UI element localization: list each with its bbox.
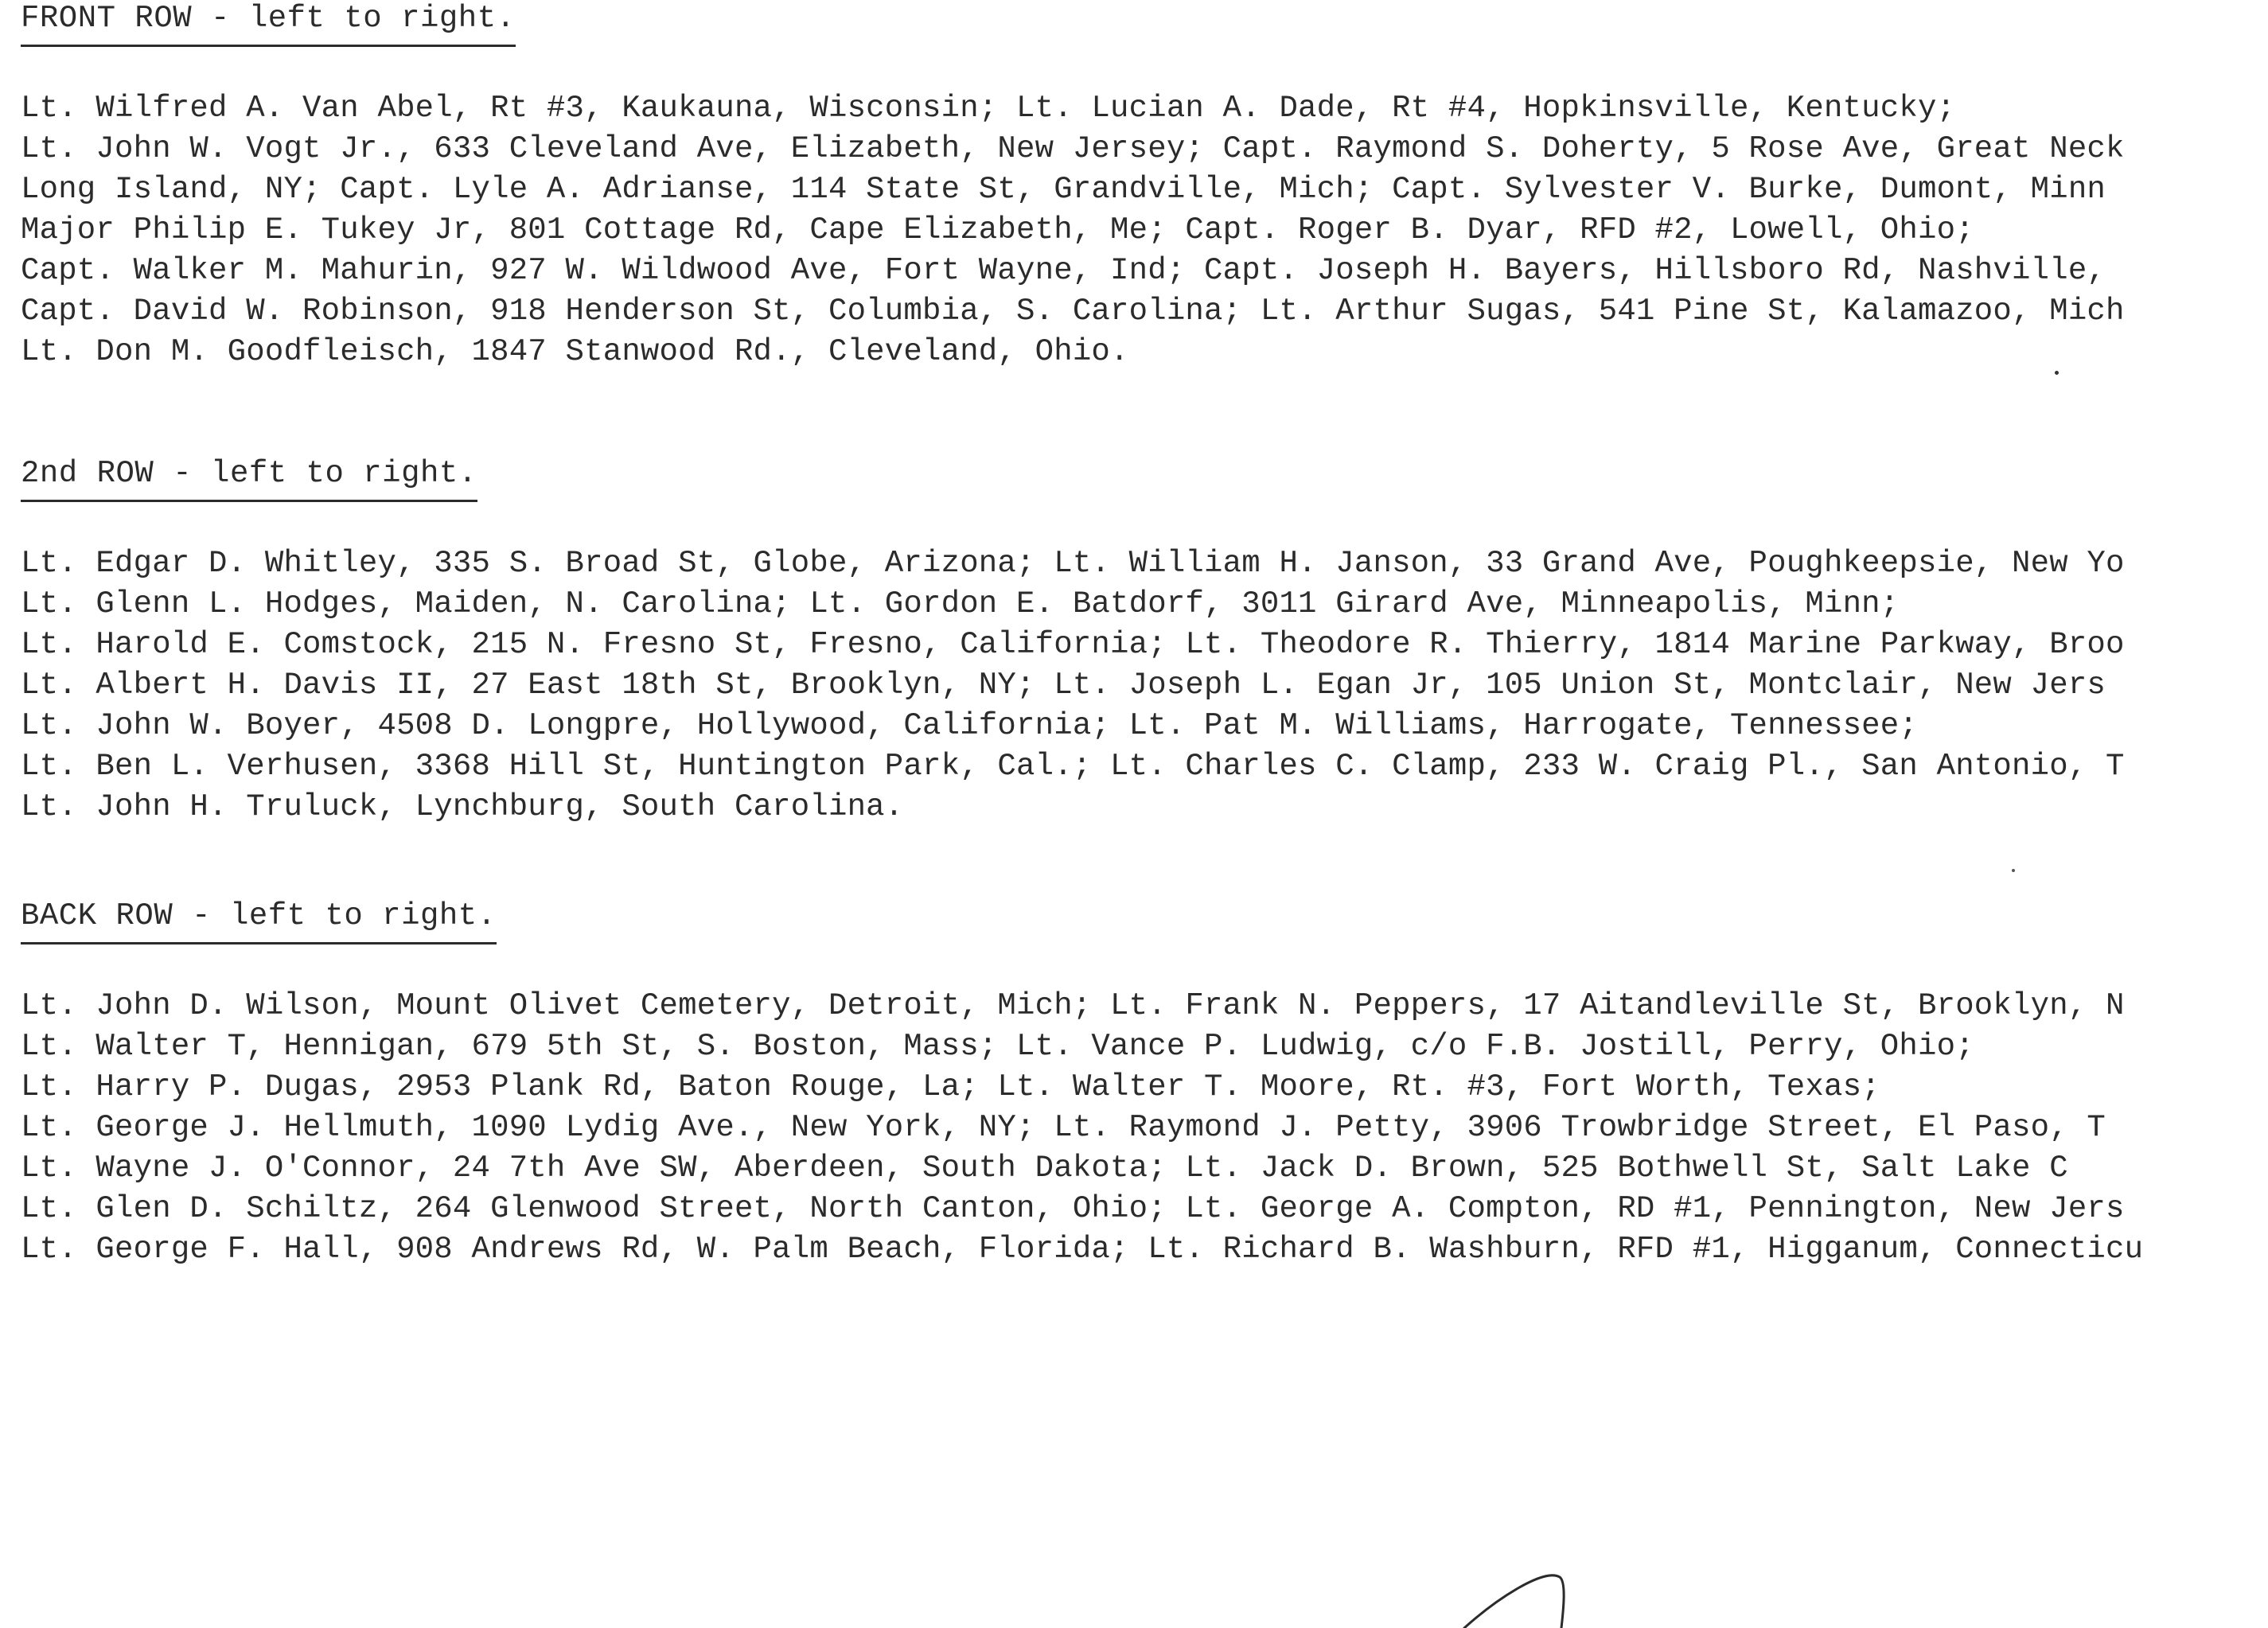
section-lines	[21, 543, 2268, 828]
ink-speck	[2012, 869, 2015, 872]
text-line: Lt. John W. Vogt Jr., 633 Cleveland Ave, Elizabeth, New Jersey; Capt. Raymond S. Doherty, 5 Rose Ave, Great Neck	[21, 131, 2125, 166]
text-line: Lt. Glenn L. Hodges, Maiden, N. Carolina; Lt. Gordon E. Batdorf, 3011 Girard Ave, Minneapolis, Minn;	[21, 586, 1900, 621]
pen-stroke-mark	[1432, 1560, 1592, 1628]
text-line: Long Island, NY; Capt. Lyle A. Adrianse, 114 State St, Grandville, Mich; Capt. Sylvester V. Burke, Dumont, Minn	[21, 172, 2106, 207]
front-row-section	[21, 0, 2268, 372]
text-line: Lt. John W. Boyer, 4508 D. Longpre, Hollywood, California; Lt. Pat M. Williams, Harrogate, Tennessee;	[21, 708, 1918, 743]
text-line: Lt. George F. Hall, 908 Andrews Rd, W. Palm Beach, Florida; Lt. Richard B. Washburn, RFD #1, Higganum, Connecticu	[21, 1232, 2144, 1267]
text-line: Lt. Glen D. Schiltz, 264 Glenwood Street, North Canton, Ohio; Lt. George A. Compton, RD #1, Pennington, New Jers	[21, 1191, 2125, 1226]
section-heading: BACK ROW - left to right.	[21, 898, 497, 944]
text-line: Lt. Wilfred A. Van Abel, Rt #3, Kaukauna, Wisconsin; Lt. Lucian A. Dade, Rt #4, Hopkinsville, Kentucky;	[21, 91, 1956, 126]
back-row-section	[21, 898, 2268, 1270]
text-line: Lt. Walter T, Hennigan, 679 5th St, S. Boston, Mass; Lt. Vance P. Ludwig, c/o F.B. Jostill, Perry, Ohio;	[21, 1029, 1974, 1064]
text-line: Major Philip E. Tukey Jr, 801 Cottage Rd, Cape Elizabeth, Me; Capt. Roger B. Dyar, RFD #2, Lowell, Ohio;	[21, 212, 1974, 247]
section-heading: FRONT ROW - left to right.	[21, 0, 516, 47]
text-line: Lt. George J. Hellmuth, 1090 Lydig Ave., New York, NY; Lt. Raymond J. Petty, 3906 Trowbridge Street, El Paso, T	[21, 1110, 2106, 1145]
text-line: Lt. Harry P. Dugas, 2953 Plank Rd, Baton Rouge, La; Lt. Walter T. Moore, Rt. #3, Fort Worth, Texas;	[21, 1069, 1880, 1104]
text-line: Capt. Walker M. Mahurin, 927 W. Wildwood Ave, Fort Wayne, Ind; Capt. Joseph H. Bayers, Hillsboro Rd, Nashville,	[21, 253, 2106, 288]
text-line: Lt. Albert H. Davis II, 27 East 18th St, Brooklyn, NY; Lt. Joseph L. Egan Jr, 105 Union St, Montclair, New Jers	[21, 668, 2106, 703]
text-line: Lt. John D. Wilson, Mount Olivet Cemetery, Detroit, Mich; Lt. Frank N. Peppers, 17 Aitandleville St, Brooklyn, N	[21, 988, 2125, 1023]
text-line: Lt. John H. Truluck, Lynchburg, South Carolina.	[21, 789, 904, 824]
text-line: Lt. Wayne J. O'Connor, 24 7th Ave SW, Aberdeen, South Dakota; Lt. Jack D. Brown, 525 Bothwell St, Salt Lake C	[21, 1151, 2068, 1186]
text-line: Lt. Don M. Goodfleisch, 1847 Stanwood Rd., Cleveland, Ohio.	[21, 334, 1129, 369]
text-line: Lt. Edgar D. Whitley, 335 S. Broad St, Globe, Arizona; Lt. William H. Janson, 33 Grand Ave, Poughkeepsie, New Yo	[21, 546, 2125, 581]
text-line: Lt. Harold E. Comstock, 215 N. Fresno St, Fresno, California; Lt. Theodore R. Thierry, 1814 Marine Parkway, Broo	[21, 627, 2125, 662]
section-lines	[21, 986, 2268, 1270]
section-heading: 2nd ROW - left to right.	[21, 455, 477, 502]
section-lines	[21, 88, 2268, 372]
text-line: Lt. Ben L. Verhusen, 3368 Hill St, Huntington Park, Cal.; Lt. Charles C. Clamp, 233 W. Craig Pl., San Antonio, T	[21, 749, 2125, 784]
second-row-section	[21, 455, 2268, 828]
text-line: Capt. David W. Robinson, 918 Henderson St, Columbia, S. Carolina; Lt. Arthur Sugas, 541 Pine St, Kalamazoo, Mich	[21, 294, 2125, 329]
ink-speck	[2055, 371, 2059, 375]
